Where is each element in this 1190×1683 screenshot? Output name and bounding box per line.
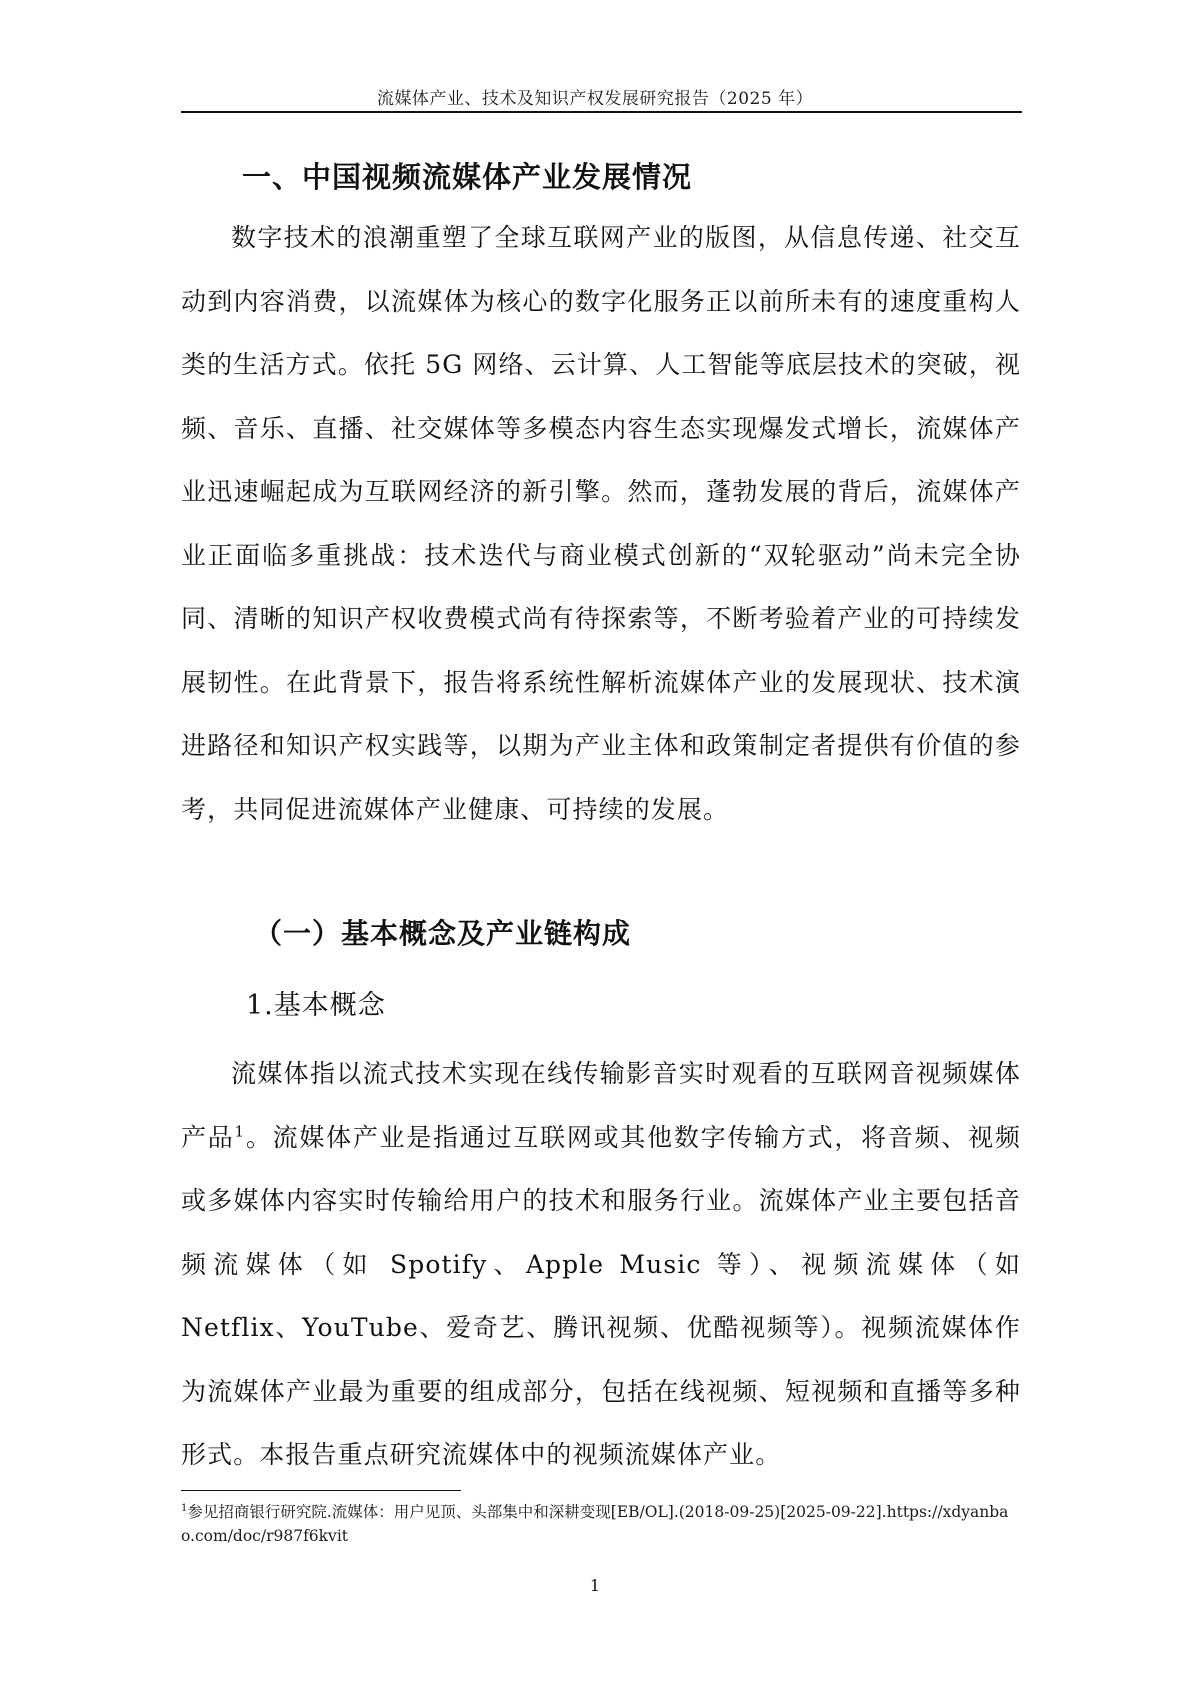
concept-paragraph-part1: 流媒体指以流式技术实现在线传输影音实时观看的互联网音视频媒体产品 [181, 1059, 1021, 1152]
footnote-text: 参见招商银行研究院.流媒体：用户见顶、头部集中和深耕变现[EB/OL].(2018-09-25)[2025-09-22].https://xdyanbao.com/doc/r987f6kvit [181, 1503, 1009, 1545]
footnote [181, 1500, 1021, 1548]
running-header: 流媒体产业、技术及知识产权发展研究报告（2025 年） [376, 89, 814, 109]
footnote-marker: 1 [181, 1502, 188, 1514]
header-rule [181, 111, 1022, 113]
concept-paragraph-part2: 。流媒体产业是指通过互联网或其他数字传输方式，将音频、视频或多媒体内容实时传输给用户的技术和服务行业。流媒体产业主要包括音频流媒体（如 Spotify、Apple Music 等）、视频流媒体（如 Netflix、YouTube、爱奇艺、腾讯视频、优酷视频等）。视频流媒体作为流媒体产业最为重要的组成部分，包括在线视频、短视频和直播等多种形式。本报告重点研究流媒体中的视频流媒体产业。 [181, 1122, 1022, 1469]
intro-paragraph: 数字技术的浪潮重塑了全球互联网产业的版图，从信息传递、社交互动到内容消费，以流媒体为核心的数字化服务正以前所未有的速度重构人类的生活方式。依托 5G 网络、云计算、人工智能等底层技术的突破，视频、音乐、直播、社交媒体等多模态内容生态实现爆发式增长，流媒体产业迅速崛起成为互联网经济的新引擎。然而，蓬勃发展的背后，流媒体产业正面临多重挑战：技术迭代与商业模式创新的“双轮驱动”尚未完全协同、清晰的知识产权收费模式尚有待探索等，不断考验着产业的可持续发展韧性。在此背景下，报告将系统性解析流媒体产业的发展现状、技术演进路径和知识产权实践等，以期为产业主体和政策制定者提供有价值的参考，共同促进流媒体产业健康、可持续的发展。 [181, 223, 1021, 824]
subsection-heading: （一）基本概念及产业链构成 [254, 917, 632, 950]
footnote-rule [181, 1490, 461, 1491]
concept-paragraph [181, 1042, 1021, 1487]
sub-subsection-heading: 1.基本概念 [246, 990, 386, 1021]
page-number: 1 [589, 1576, 601, 1595]
footnote-reference[interactable]: 1 [234, 1122, 246, 1141]
section-heading: 一、中国视频流媒体产业发展情况 [242, 160, 693, 194]
